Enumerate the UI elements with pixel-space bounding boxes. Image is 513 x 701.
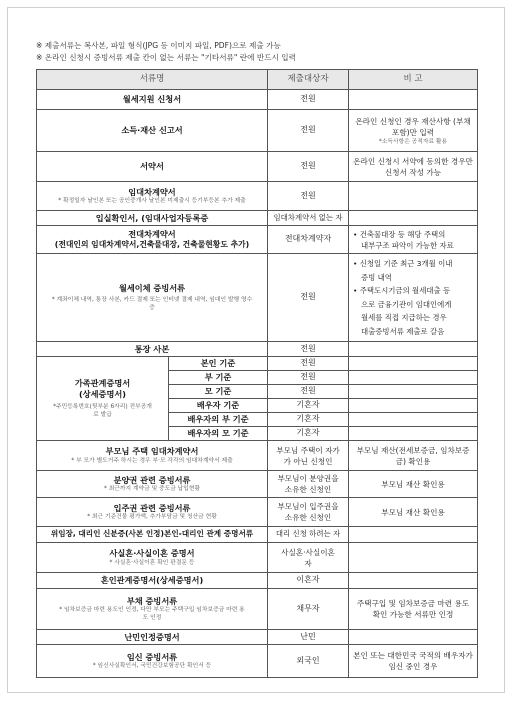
remark: 부모님 재산(전세보증금, 임차보증금) 확인용	[349, 441, 478, 471]
remark	[349, 182, 478, 211]
table-row	[37, 90, 478, 110]
document-name: 임신 증빙서류	[126, 651, 178, 662]
table-row	[37, 342, 478, 357]
header-remark: 비 고	[349, 70, 478, 90]
notes	[36, 40, 296, 64]
target: 전원	[268, 152, 349, 182]
target: 전원	[268, 254, 349, 342]
remark	[349, 630, 478, 645]
sub-document: 모 기준	[169, 385, 268, 399]
target: 기혼자	[268, 427, 349, 441]
target: 대리 신청 하려는 자	[268, 527, 349, 543]
document-name: 입주권 관련 증빙서류	[113, 502, 191, 513]
remark	[349, 110, 478, 152]
sub-document: 배우자의 모 기준	[169, 427, 268, 441]
document-name: 사실혼·사실이혼 증명서	[109, 548, 195, 559]
remark	[349, 226, 478, 254]
remark	[349, 90, 478, 110]
document-name: 전대차계약서	[128, 229, 176, 239]
note-online-other-docs: ※ 온라인 신청시 증빙서류 제출 칸이 없는 서류는 "기타서류" 란에 반드시 입력	[36, 53, 296, 62]
table-row	[37, 357, 478, 371]
remark	[349, 399, 478, 413]
document-name: 서약서	[37, 152, 268, 182]
sub-document: 본인 기준	[169, 357, 268, 371]
table-row	[37, 211, 478, 226]
remark: 온라인 신청시 서약에 동의한 경우만 신청서 작성 가능	[349, 152, 478, 182]
document-subnote: * 임신사실확인서, 국민건강보험공단 확인서 등	[92, 663, 212, 670]
target: 임대차계약서 없는 자	[268, 211, 349, 226]
target: 전원	[268, 342, 349, 357]
sub-document: 부 기준	[169, 371, 268, 385]
remark	[349, 527, 478, 543]
target: 부모님이 입주권을 소유한 신청인	[268, 498, 349, 527]
document-subnote: * 사실혼·사실이혼 확인 판결문 등	[109, 559, 195, 566]
document-name: 위임장, 대리인 신분증(사본 인정)본인-대리인 관계 증명서류	[37, 527, 268, 543]
remark-line: 으로 금융기관이 임대인에게	[361, 299, 452, 309]
table-row	[37, 152, 478, 182]
document-name-detail: (상세증명서)	[78, 388, 127, 399]
document-subnote: * 확정일자 날인본 또는 공인중개사 날인본 미제출시 등기부등본 추가 제출	[58, 198, 246, 205]
remark	[349, 427, 478, 441]
document-subnote: * 최근까지 계약금 및 중도금 납입현황	[103, 486, 201, 493]
document-subnote: * 최근 기준건물 평가액, 추가부담금 및 청산금 현황	[87, 514, 217, 521]
family-certificate-group	[37, 357, 169, 441]
target: 외국인	[268, 645, 349, 678]
document-name: 부채 증빙서류	[126, 595, 178, 606]
note-file-format: ※ 제출서류는 복사본, 파일 형식(JPG 등 이미지 파일, PDF)으로 제출 가능	[36, 41, 281, 50]
document-subnote: *주민등록번호(뒷부분 6자리) 전부공개로 발급	[53, 404, 152, 418]
document-cell	[37, 471, 268, 498]
remark-subnote: *소득사항은 공적자료 활용	[378, 138, 448, 145]
target: 부모님이 분양권을 소유한 신청인	[268, 471, 349, 498]
remark	[349, 371, 478, 385]
document-name: 월세이체 증빙서류	[118, 282, 186, 293]
remark-text: 온라인 신청인 경우 재산사항 (부채 포함)만 입력	[355, 116, 471, 137]
table-row	[37, 527, 478, 543]
remark	[349, 543, 478, 573]
document-cell	[37, 543, 268, 573]
document-name: 소득·재산 신고서	[37, 110, 268, 152]
document-name: 혼인관계증명서(상세증명서)	[37, 573, 268, 589]
table-row	[37, 254, 478, 342]
remark-line: • 주택도시기금의 월세대출 등	[353, 286, 451, 295]
remark	[349, 385, 478, 399]
target: 전원	[268, 90, 349, 110]
document-name: 부모님 주택 임대차계약서	[105, 446, 199, 457]
remark-line: • 신청일 기준 최근 3개월 이내	[353, 259, 453, 268]
target: 부모님 주택이 자가가 아닌 신청인	[268, 441, 349, 471]
document-name: 월세지원 신청서	[37, 90, 268, 110]
document-cell	[37, 441, 268, 471]
remark: 주택구입 및 임차보증금 마련 용도 확인 가능한 서류만 인정	[349, 589, 478, 630]
table-row	[37, 498, 478, 527]
remark-line: • 건축물대장 등 해당 주택의	[353, 229, 446, 239]
target: 전대차계약자	[268, 226, 349, 254]
remark-line: 월세를 직접 지급하는 경우	[361, 313, 447, 322]
document-name: 임대차계약서	[128, 186, 176, 197]
remark: 부모님 재산 확인용	[349, 471, 478, 498]
table-row	[37, 589, 478, 630]
document-name: 분양권 관련 증빙서류	[113, 474, 191, 485]
target: 난민	[268, 630, 349, 645]
table-row	[37, 543, 478, 573]
document-subnote: * 임차보증금 마련 용도인 인정, 다만 부모는 주택구입 임차보증금 마련 용도 인정	[59, 607, 245, 622]
remark	[349, 357, 478, 371]
table-row	[37, 441, 478, 471]
target: 채무자	[268, 589, 349, 630]
table-row	[37, 645, 478, 678]
remark-line: 증빙 내역	[361, 272, 392, 282]
document-name: 가족관계증명서	[74, 378, 131, 388]
document-cell	[37, 182, 268, 211]
target: 전원	[268, 371, 349, 385]
table-header-row	[37, 70, 478, 90]
remark	[349, 413, 478, 427]
target: 기혼자	[268, 399, 349, 413]
target: 기혼자	[268, 413, 349, 427]
table-row	[37, 182, 478, 211]
remark	[349, 211, 478, 226]
target: 전원	[268, 110, 349, 152]
document-cell	[37, 254, 268, 342]
table-row	[37, 573, 478, 589]
table-row	[37, 226, 478, 254]
remark	[349, 342, 478, 357]
document-name: 통장 사본	[37, 342, 268, 357]
remark-line: 내부구조 파악이 가능한 자료	[361, 240, 454, 250]
remark-line: 대출증빙서류 제출로 갈음	[361, 326, 445, 336]
target: 이혼자	[268, 573, 349, 589]
remark	[349, 573, 478, 589]
header-document-name: 서류명	[37, 70, 268, 90]
table-row	[37, 471, 478, 498]
table-row	[37, 630, 478, 645]
header-target: 제출대상자	[268, 70, 349, 90]
remark: 부모님 재산 확인용	[349, 498, 478, 527]
document-cell	[37, 498, 268, 527]
table-row	[37, 110, 478, 152]
target: 전원	[268, 385, 349, 399]
document-name-detail: (전대인의 임대차계약서,건축물대장, 건축물현황도 추가)	[54, 239, 250, 249]
document-cell	[37, 645, 268, 678]
sub-document: 배우자 기준	[169, 399, 268, 413]
target: 전원	[268, 182, 349, 211]
document-cell	[37, 226, 268, 254]
target: 사실혼·사실이혼자	[268, 543, 349, 573]
document-cell	[37, 589, 268, 630]
document-subnote: * 부 모가 별도거주 하시는 경우 부·모 각각의 임대차계약서 제출	[71, 457, 233, 464]
sub-document: 배우자의 부 기준	[169, 413, 268, 427]
document-subnote: * 계좌이체 내역, 통장 사본, 카드 결제 또는 인터넷 결제 내역, 임대인 발행 영수증	[51, 297, 253, 312]
remark: 본인 또는 대한민국 국적의 배우자가 임신 중인 경우	[349, 645, 478, 678]
target: 전원	[268, 357, 349, 371]
document-name: 입실확인서, (임대사업자등록증	[37, 211, 268, 226]
required-documents-table	[36, 69, 478, 678]
remark	[349, 254, 478, 342]
document-name: 난민인정증명서	[37, 630, 268, 645]
